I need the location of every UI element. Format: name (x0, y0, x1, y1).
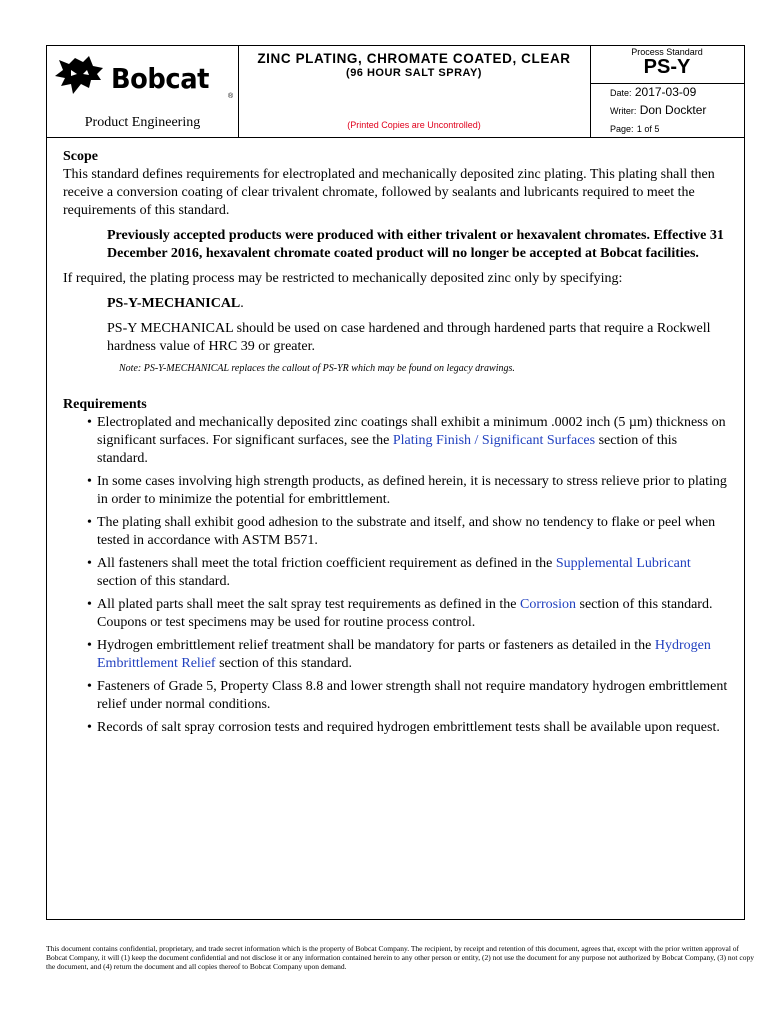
mechanical-intro: If required, the plating process may be restricted to mechanically deposited zinc only by specifying: (63, 271, 623, 286)
uncontrolled-copy-notice: (Printed Copies are Uncontrolled) (347, 120, 481, 130)
list-item: • All fasteners shall meet the total friction coefficient requirement as defined in the Supplemental Lubricant section of this standard. (87, 556, 691, 589)
scope-paragraph: This standard defines requirements for electroplated and mechanically deposited zinc plating. This plating shall then receive a conversion coating of clear trivalent chromate, followed by sealants and lubricants required to meet the requirements of this standard. (63, 167, 715, 218)
standard-label: Process Standard (631, 47, 703, 57)
date-row: Date: 2017-03-09 (610, 85, 697, 99)
link-significant-surfaces[interactable]: Plating Finish / Significant Surfaces (392, 433, 596, 448)
document-header (47, 46, 744, 138)
document-body (63, 148, 731, 742)
confidentiality-footer: This document contains confidential, proprietary, and trade secret information which is the property of Bobcat Company. The recipient, by receipt and retention of this document, agrees that, except with the prior written approval of Bobcat Company, it will (1) keep the document confidential and not disclose it or any information contained herein to any other person or entity, (2) not use the document for any purpose not authorized by Bobcat Company, (3) not copy the document, and (4) return the document and all copies thereof to Bobcat Company upon demand. (46, 944, 754, 971)
mechanical-callout: PS-Y-MECHANICAL. (107, 296, 244, 311)
department-label: Product Engineering (84, 115, 201, 130)
list-item: • Fasteners of Grade 5, Property Class 8.8 and lower strength shall not require mandatory hydrogen embrittlement relief under normal conditions. (87, 679, 728, 712)
link-supplemental-lubricant[interactable]: Supplemental Lubricant (555, 556, 691, 571)
date-value: 2017-03-09 (634, 85, 697, 99)
list-item: • Hydrogen embrittlement relief treatment shall be mandatory for parts or fasteners as detailed in the Hydrogen Embrittlement Relief section of this standard. (87, 638, 711, 671)
writer-value: Don Dockter (639, 103, 707, 117)
standard-code: PS-Y (643, 56, 691, 78)
list-item: • Records of salt spray corrosion tests and required hydrogen embrittlement tests shall be available upon request. (87, 720, 720, 735)
list-item: • In some cases involving high strength products, as defined herein, it is necessary to stress relieve prior to plating in order to minimize the potential for embrittlement. (87, 474, 727, 507)
bobcat-head-icon (55, 54, 107, 98)
legacy-note: Note: PS-Y-MECHANICAL replaces the callout of PS-YR which may be found on legacy drawings. (119, 363, 515, 374)
page-row: Page: 1 of 5 (610, 124, 660, 134)
bobcat-logo (55, 54, 235, 100)
page-value: 1 of 5 (636, 124, 660, 134)
link-hydrogen-embrittlement-relief[interactable]: Hydrogen Embrittlement Relief (97, 638, 711, 671)
link-corrosion[interactable]: Corrosion (520, 597, 576, 612)
document-title: ZINC PLATING, CHROMATE COATED, CLEAR (257, 51, 571, 66)
list-item: • All plated parts shall meet the salt spray test requirements as defined in the Corrosion section of this standard. Coupons or test specimens may be used for routine process control. (87, 597, 713, 630)
brand-wordmark: Bobcat (111, 62, 209, 95)
mechanical-usage: PS-Y MECHANICAL should be used on case hardened and through hardened parts that require a Rockwell hardness value of HRC 39 or greater. (107, 321, 711, 354)
document-frame (46, 45, 745, 920)
list-item: • The plating shall exhibit good adhesion to the substrate and itself, and show no tendency to flake or peel when tested in accordance with ASTM B571. (87, 515, 716, 548)
title-cell (238, 46, 591, 137)
writer-row: Writer: Don Dockter (610, 103, 707, 117)
hexavalent-notice: Previously accepted products were produced with either trivalent or hexavalent chromates. Effective 31 December 2016, hexavalent chromate coated product will no longer be accepted at Bobcat facilities. (107, 228, 724, 261)
requirements-list (63, 414, 731, 737)
logo-cell (47, 46, 239, 137)
standard-box (590, 47, 744, 84)
registered-mark: ® (228, 93, 234, 100)
document-subtitle: (96 HOUR SALT SPRAY) (346, 67, 482, 79)
meta-cell (590, 46, 744, 137)
scope-heading: Scope (63, 149, 98, 164)
requirements-heading: Requirements (63, 397, 147, 412)
list-item: • Electroplated and mechanically deposited zinc coatings shall exhibit a minimum .0002 inch (5 µm) thickness on significant surfaces. For significant surfaces, see the Plating Finish / Significant Surfaces section of this standard. (87, 415, 726, 466)
